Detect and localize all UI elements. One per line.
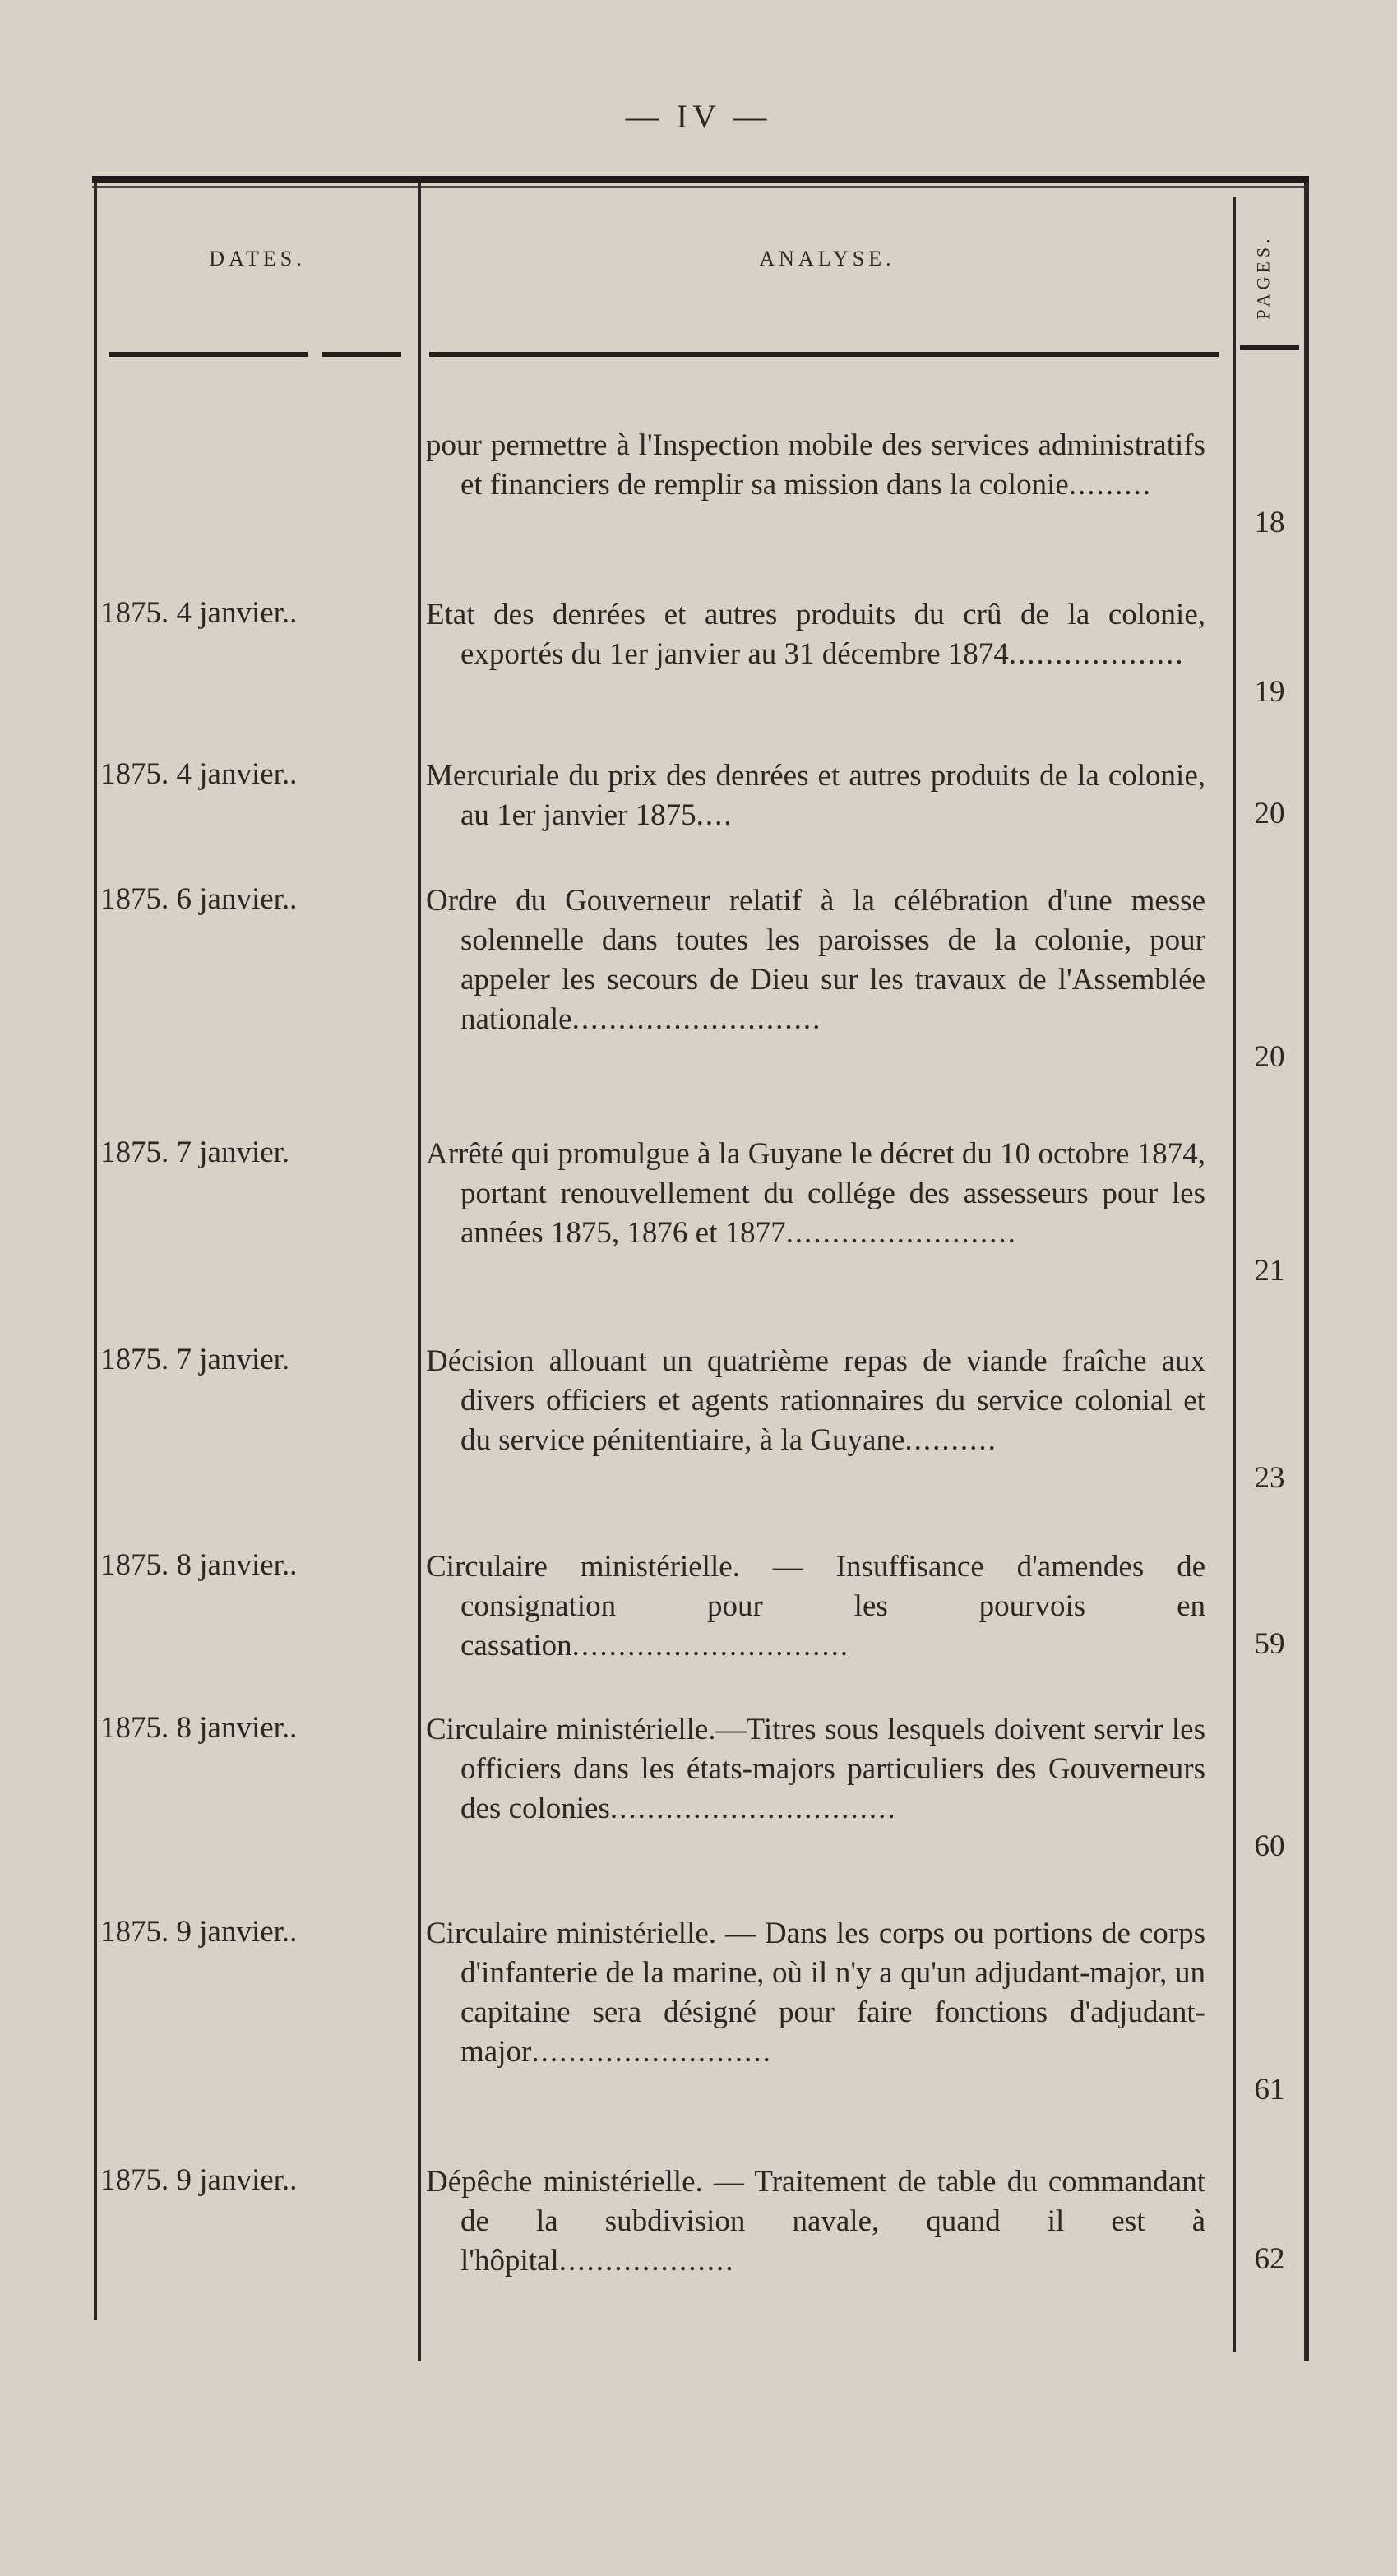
entry-date: 1875. 4 janvier.. <box>100 596 298 630</box>
leader-dots: ................... <box>1008 637 1185 671</box>
entry-page: 19 <box>1254 675 1285 709</box>
column-divider-pages <box>1233 197 1236 2352</box>
entry-text: Circulaire ministérielle.—Titres sous lesquels doivent servir les officiers dans les états-majors particuliers des Gouverneurs des colonies <box>426 1713 1205 1825</box>
entry-analysis <box>426 881 1205 1039</box>
entry-text: Décision allouant un quatrième repas de viande fraîche aux divers officiers et agents rationnaires du service colonial et du service pénitentiaire, à la Guyane <box>426 1344 1205 1457</box>
header-dates: DATES. <box>209 247 306 271</box>
leader-dots: ......................... <box>785 1216 1017 1250</box>
leader-dots: ................... <box>558 2244 735 2278</box>
entry-date: 1875. 4 janvier.. <box>100 757 298 791</box>
entry-date: 1875. 9 janvier.. <box>100 1915 298 1949</box>
table-right-border <box>1304 183 1309 2361</box>
header-pages-label: PAGES. <box>1253 234 1274 320</box>
entry-text: Mercuriale du prix des denrées et autres produits de la colonie, au 1er janvier 1875 <box>426 759 1205 832</box>
leader-dots: .... <box>696 798 733 832</box>
leader-dots: .......................... <box>531 2035 772 2069</box>
entry-date: 1875. 7 janvier. <box>100 1343 290 1376</box>
leader-dots: .......... <box>904 1423 997 1457</box>
entry-text: Dépêche ministérielle. — Traitement de table du commandant de la subdivision navale, quand il est à l'hôpital <box>426 2165 1205 2278</box>
leader-dots: ............................... <box>609 1792 897 1825</box>
entry-page: 59 <box>1254 1627 1285 1661</box>
entry-analysis <box>426 2162 1205 2281</box>
entry-analysis <box>426 1547 1205 1666</box>
entry-analysis <box>426 426 1205 505</box>
entry-date: 1875. 8 janvier.. <box>100 1711 298 1745</box>
entry-page: 18 <box>1254 506 1285 539</box>
entry-analysis <box>426 1135 1205 1253</box>
header-analyse: ANALYSE. <box>759 247 895 271</box>
table-top-rule-thin <box>92 186 1309 188</box>
table-left-border <box>94 183 97 2320</box>
entry-page: 23 <box>1254 1461 1285 1495</box>
entry-text: pour permettre à l'Inspection mobile des services administratifs et financiers de remplir sa mission dans la colonie <box>426 428 1205 502</box>
entry-analysis <box>426 1342 1205 1460</box>
entry-analysis <box>426 1710 1205 1829</box>
entry-date: 1875. 8 janvier.. <box>100 1548 298 1582</box>
leader-dots: ........................... <box>571 1002 822 1036</box>
entry-page: 20 <box>1254 1040 1285 1074</box>
page-folio: — IV — <box>625 98 772 135</box>
entry-text: Etat des denrées et autres produits du crû de la colonie, exportés du 1er janvier au 31 décembre 1874 <box>426 598 1205 671</box>
entry-analysis <box>426 595 1205 674</box>
entry-page: 21 <box>1254 1254 1285 1288</box>
entry-date: 1875. 9 janvier.. <box>100 2163 298 2197</box>
entry-analysis <box>426 1914 1205 2072</box>
header-rule-pages <box>1240 345 1299 350</box>
entry-text: Circulaire ministérielle. — Dans les corps ou portions de corps d'infanterie de la marine, où il n'y a qu'un adjudant-major, un capitaine sera désigné pour faire fonctions d'adjudant-major <box>426 1917 1205 2069</box>
table-top-rule <box>92 176 1309 183</box>
leader-dots: .............................. <box>571 1629 850 1663</box>
entry-page: 61 <box>1254 2073 1285 2107</box>
header-rule-dates-a <box>109 352 308 357</box>
entry-date: 1875. 7 janvier. <box>100 1135 290 1169</box>
header-rule-analyse <box>429 352 1219 357</box>
leader-dots: ......... <box>1068 468 1153 502</box>
entry-date: 1875. 6 janvier.. <box>100 882 298 916</box>
entry-analysis <box>426 756 1205 835</box>
entry-text: Ordre du Gouverneur relatif à la célébration d'une messe solennelle dans toutes les paroisses de la colonie, pour appeler les secours de Dieu sur les travaux de l'Assemblée nationale <box>426 884 1205 1036</box>
column-divider-dates <box>418 183 421 2361</box>
entry-page: 62 <box>1254 2242 1285 2276</box>
entry-page: 60 <box>1254 1829 1285 1863</box>
header-pages <box>1247 207 1281 347</box>
entry-page: 20 <box>1254 797 1285 830</box>
header-rule-dates-b <box>322 352 401 357</box>
entry-text: Circulaire ministérielle. — Insuffisance d'amendes de consignation pour les pourvois en cassation <box>426 1550 1205 1663</box>
entry-text: Arrêté qui promulgue à la Guyane le décret du 10 octobre 1874, portant renouvellement du collége des assesseurs pour les années 1875, 1876 et 1877 <box>426 1137 1205 1250</box>
